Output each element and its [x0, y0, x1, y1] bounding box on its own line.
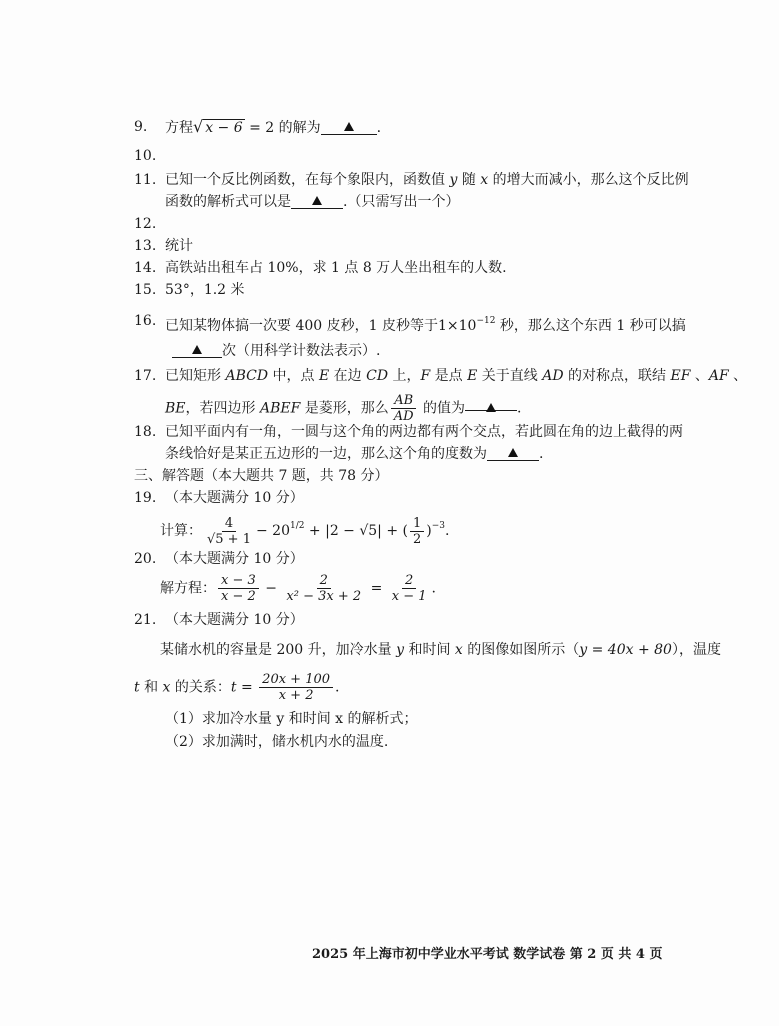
question-number: 19. — [134, 490, 157, 506]
fraction: $\frac{4}{√5 + 1}$ — [207, 515, 251, 547]
answer-blank[interactable] — [487, 444, 539, 461]
answer-blank[interactable] — [291, 192, 343, 209]
score-note: （本大题满分 10 分） — [165, 612, 304, 628]
fraction: $\frac{1}{2}$ — [410, 516, 424, 547]
answer-blank[interactable] — [172, 341, 222, 358]
triangle-icon — [344, 122, 354, 131]
question-number: 16. — [134, 313, 157, 329]
page-footer: 2025 年上海市初中学业水平考试 数学试卷 第 2 页 共 4 页 — [312, 947, 663, 962]
exponent: 1/2 — [289, 521, 305, 531]
question-text-line2: BE，若四边形 ABEF 是菱形，那么 $\frac{AB}{AD}$ 的值为 . — [165, 393, 522, 424]
fraction: $\frac{20x + 100}{x + 2}$ — [259, 672, 333, 703]
fraction: $\frac{x - 3}{x - 2}$ — [218, 573, 259, 604]
sub-question: （1）求加冷水量 y 和时间 x 的解析式； — [165, 711, 418, 727]
formula: 计算： $\frac{4}{√5 + 1}$ − $20^{1/2} + |2 - √5|$ + ( $\frac{1}{2}$ )$^{-3}$. — [160, 515, 450, 547]
sub-question: （2）求加满时，储水机内水的温度. — [165, 734, 389, 750]
question-number: 13. — [134, 238, 157, 254]
question-text-line1: 已知矩形 ABCD 中，点 E 在边 CD 上，F 是点 E 关于直线 AD 的对称点，联结 EF 、AF 、 — [165, 368, 748, 384]
question-number: 18. — [134, 424, 157, 440]
question-text: 方程√ x − 6 = 2 的解为 . — [165, 117, 382, 136]
question-number: 15. — [134, 282, 157, 298]
question-number: 14. — [134, 260, 157, 276]
answer-blank[interactable] — [321, 118, 377, 135]
fraction: $\frac{2}{\text{x² − 3x + 2}}$ — [286, 573, 362, 604]
score-note: （本大题满分 10 分） — [165, 551, 304, 567]
question-text-line1: 已知某物体搞一次要 400 皮秒，1 皮秒等于$1\times 10^{-12}$ 秒，那么这个东西 1 秒可以搞 — [165, 316, 686, 334]
triangle-icon — [508, 448, 518, 457]
question-text-line2: 函数的解析式可以是 .（只需写出一个） — [165, 194, 460, 210]
fraction-ab-over-ad: $\frac{AB}{AD}$ — [391, 393, 417, 424]
answer-blank[interactable] — [465, 394, 517, 411]
triangle-icon — [192, 345, 202, 354]
triangle-icon — [486, 403, 496, 412]
triangle-icon — [312, 196, 322, 205]
question-text-line1: 已知一个反比例函数，在每个象限内，函数值 y 随 x 的增大而减小，那么这个反比例 — [165, 172, 689, 188]
exponent: −12 — [476, 316, 496, 326]
question-number: 21. — [134, 612, 157, 628]
radical-sign: √ — [193, 117, 204, 136]
radicand: x − 6 — [205, 120, 243, 136]
question-number: 9. — [134, 119, 148, 135]
question-text: t 和 x 的关系：t = $\frac{20x + 100}{x + 2}$ . — [134, 672, 340, 703]
question-text: 53°，1.2 米 — [165, 282, 245, 298]
question-number: 17. — [134, 368, 157, 384]
question-number: 11. — [134, 172, 157, 188]
exponent: −3 — [431, 521, 446, 531]
fraction: $\frac{2}{x - 1}$ — [391, 573, 427, 604]
question-text: 某储水机的容量是 200 升，加冷水量 y 和时间 x 的图像如图所示（y = 40x + 80），温度 — [160, 642, 721, 658]
question-text: 统计 — [165, 238, 193, 254]
formula: 解方程： $\frac{x - 3}{x - 2}$ − $\frac{2}{\text{x² − 3x + 2}}$ = $\frac{2}{x - 1}$ . — [160, 573, 436, 604]
question-text-line2: 条线恰好是某正五边形的一边，那么这个角的度数为 . — [165, 446, 544, 462]
exam-page: 9. 方程√ x − 6 = 2 的解为 . 10. 11. 已知一个反比例函数，在每个象限内，函数值 y 随 x 的增大而减小，那么这个反比例 函数的解析式可以是 .（只需写出一个） 12. 13. 统计 14. 高铁站出租车占 10%，求 1 点 8 万人坐出租车的人数. 15. 53°，1.2 米 16. 已知某物体搞一次要 400 皮秒，1 皮秒等于$1\times 10^{-12}$ 秒，那么这个东西 1 秒可以搞 次（用科学计数法表示）. 17. 已知矩形 ABCD 中，点 E 在边 CD 上，F 是点 E 关于直线 AD 的对称点，联结 EF 、AF 、 BE，若四边形 ABEF 是菱形，那么 $\frac{AB}{AD}$ 的值为 . 18. 已知平面内有一角，一圆与这个角的两边都有两个交点，若此圆在角的边上截得的两 条线恰好是某正五边形的一边，那么这个角的度数为 . 三、解答题（本大题共 7 题，共 78 分） 19. （本大题满分 10 分） 计算： $\frac{4}{√5 + 1}$ − $20^{1/2} + |2 - √5|$ + ( $\frac{1}{2}$ )$^{-3}$. 20. （本大题满分 10 分） 解方程： $\frac{x - 3}{x - 2}$ − $\frac{2}{\text{x² − 3x + 2}}$ = $\frac{2}{x - 1}$ . 21. （本大题满分 10 分） 某储水机的容量是 200 升，加冷水量 y 和时间 x 的图像如图所示（y = 40x + 80），温度 t 和 x 的关系：t = $\frac{20x + 100}{x + 2}$ . （1）求加冷水量 y 和时间 x 的解析式； （2）求加满时，储水机内水的温度. 2025 年上海市初中学业水平考试 数学试卷 第 2 页 共 4 页 — [0, 0, 779, 1026]
question-number: 20. — [134, 551, 157, 567]
question-text-line2: 次（用科学计数法表示）. — [172, 341, 380, 361]
question-number: 12. — [134, 216, 157, 232]
question-text: 高铁站出租车占 10%，求 1 点 8 万人坐出租车的人数. — [165, 260, 507, 276]
score-note: （本大题满分 10 分） — [165, 490, 304, 506]
question-number: 10. — [134, 148, 157, 164]
question-text-line1: 已知平面内有一角，一圆与这个角的两边都有两个交点，若此圆在角的边上截得的两 — [165, 424, 683, 440]
